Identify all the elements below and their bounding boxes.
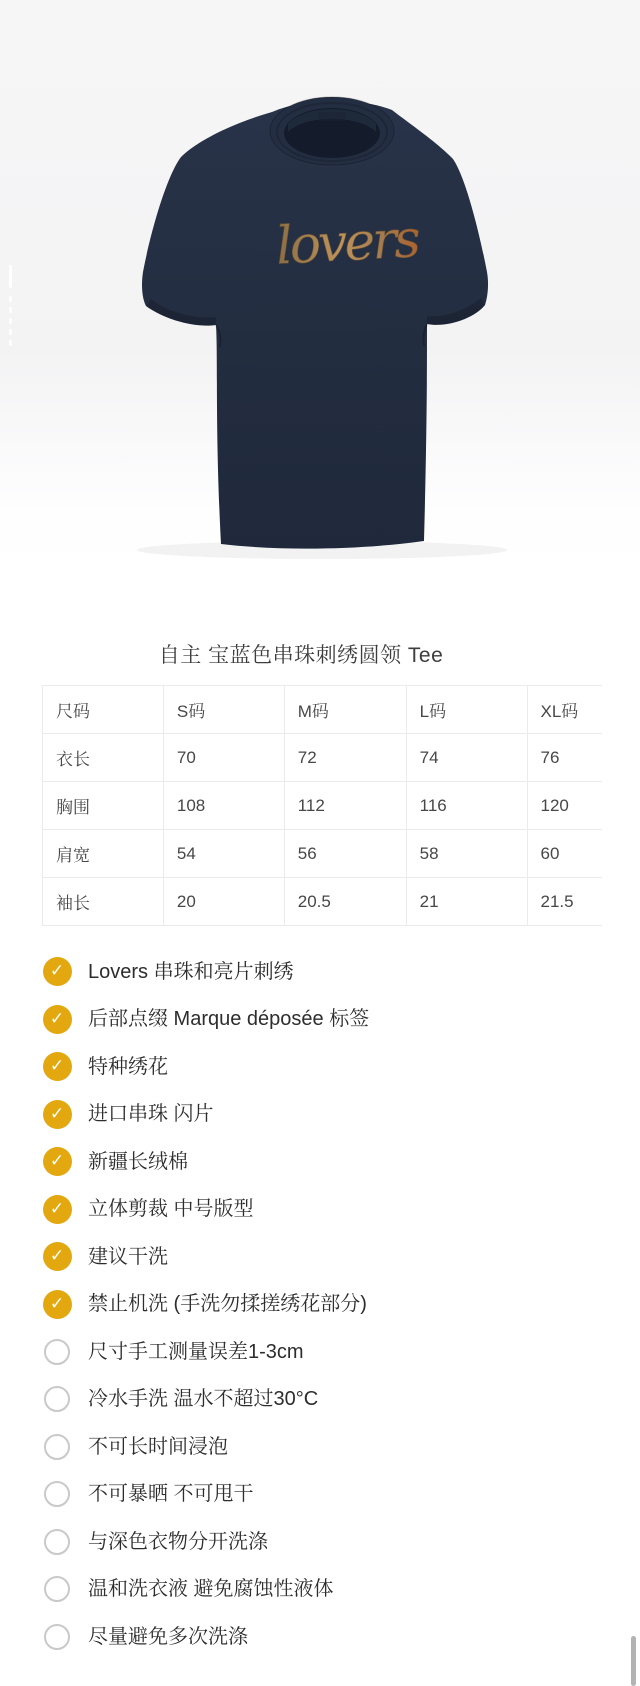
tshirt-image bbox=[0, 0, 640, 565]
list-item bbox=[0, 1566, 640, 1614]
feature-text: 不可长时间浸泡 bbox=[88, 1435, 228, 1458]
check-icon: ✓ bbox=[49, 1293, 65, 1313]
feature-text: 冷水手洗 温水不超过30°C bbox=[88, 1388, 319, 1411]
list-item bbox=[0, 1233, 640, 1281]
empty-circle-icon bbox=[44, 1576, 70, 1602]
list-item bbox=[0, 1613, 640, 1661]
feature-text: 不可暴晒 不可甩干 bbox=[88, 1483, 254, 1506]
check-circle-icon bbox=[43, 1100, 72, 1129]
feature-text: 立体剪裁 中号版型 bbox=[88, 1198, 254, 1221]
row-label: 胸围 bbox=[43, 782, 164, 830]
cell-value: 74 bbox=[406, 734, 527, 782]
cell-value: 116 bbox=[406, 782, 527, 830]
col-header-size: 尺码 bbox=[43, 686, 164, 734]
feature-text: 尽量避免多次洗涤 bbox=[88, 1625, 248, 1648]
cell-value: 60 bbox=[527, 830, 602, 878]
col-header-l: L码 bbox=[406, 686, 527, 734]
cell-value: 108 bbox=[163, 782, 284, 830]
cell-value: 20 bbox=[163, 878, 284, 926]
cell-value: 56 bbox=[284, 830, 406, 878]
feature-text: 禁止机洗 (手洗勿揉搓绣花部分) bbox=[88, 1293, 367, 1316]
empty-circle-icon bbox=[44, 1624, 70, 1650]
check-circle-icon bbox=[43, 1242, 72, 1271]
col-header-m: M码 bbox=[284, 686, 406, 734]
list-item bbox=[0, 1423, 640, 1471]
product-title: 自主 宝蓝色串珠刺绣圆领 Tee bbox=[158, 644, 444, 667]
check-icon: ✓ bbox=[49, 1056, 65, 1076]
table-row bbox=[43, 782, 603, 830]
empty-circle-icon bbox=[44, 1529, 70, 1555]
check-circle-icon bbox=[43, 1147, 72, 1176]
cell-value: 72 bbox=[284, 734, 406, 782]
col-header-s: S码 bbox=[163, 686, 284, 734]
cell-value: 70 bbox=[163, 734, 284, 782]
empty-circle-icon bbox=[44, 1434, 70, 1460]
size-table-header-row bbox=[43, 686, 603, 734]
list-item bbox=[0, 1186, 640, 1234]
table-row bbox=[43, 878, 603, 926]
list-item bbox=[0, 996, 640, 1044]
feature-text: 建议干洗 bbox=[88, 1245, 168, 1268]
cell-value: 20.5 bbox=[284, 878, 406, 926]
list-item bbox=[0, 1471, 640, 1519]
check-circle-icon bbox=[43, 1052, 72, 1081]
check-icon: ✓ bbox=[49, 1198, 65, 1218]
check-circle-icon bbox=[43, 957, 72, 986]
carousel-progress-marks bbox=[9, 265, 12, 355]
cell-value: 58 bbox=[406, 830, 527, 878]
feature-text: 尺寸手工测量误差1-3cm bbox=[88, 1340, 304, 1363]
check-icon: ✓ bbox=[49, 1103, 65, 1123]
table-row bbox=[43, 830, 603, 878]
check-icon: ✓ bbox=[49, 1008, 65, 1028]
row-label: 袖长 bbox=[43, 878, 164, 926]
list-item bbox=[0, 1518, 640, 1566]
list-item bbox=[0, 1138, 640, 1186]
feature-text: 温和洗衣液 避免腐蚀性液体 bbox=[88, 1578, 334, 1601]
size-table bbox=[42, 685, 602, 926]
col-header-xl: XL码 bbox=[527, 686, 602, 734]
cell-value: 112 bbox=[284, 782, 406, 830]
cell-value: 76 bbox=[527, 734, 602, 782]
row-label: 衣长 bbox=[43, 734, 164, 782]
list-item bbox=[0, 1328, 640, 1376]
list-item bbox=[0, 1091, 640, 1139]
check-icon: ✓ bbox=[49, 1246, 65, 1266]
cell-value: 21 bbox=[406, 878, 527, 926]
cell-value: 21.5 bbox=[527, 878, 602, 926]
feature-text: 与深色衣物分开洗涤 bbox=[88, 1530, 268, 1553]
list-item bbox=[0, 1043, 640, 1091]
list-item bbox=[0, 1376, 640, 1424]
check-icon: ✓ bbox=[49, 1151, 65, 1171]
list-item bbox=[0, 948, 640, 996]
scrollbar-thumb[interactable] bbox=[631, 1636, 636, 1686]
empty-circle-icon bbox=[44, 1339, 70, 1365]
feature-text: 后部点缀 Marque déposée 标签 bbox=[88, 1008, 370, 1031]
check-icon: ✓ bbox=[49, 961, 65, 981]
feature-text: 特种绣花 bbox=[88, 1055, 168, 1078]
table-row bbox=[43, 734, 603, 782]
check-circle-icon bbox=[43, 1290, 72, 1319]
check-circle-icon bbox=[43, 1195, 72, 1224]
list-item bbox=[0, 1281, 640, 1329]
empty-circle-icon bbox=[44, 1386, 70, 1412]
feature-list bbox=[0, 948, 640, 1661]
product-photo bbox=[0, 0, 640, 565]
cell-value: 120 bbox=[527, 782, 602, 830]
cell-value: 54 bbox=[163, 830, 284, 878]
embroidery-text: lovers bbox=[274, 209, 420, 277]
empty-circle-icon bbox=[44, 1481, 70, 1507]
row-label: 肩宽 bbox=[43, 830, 164, 878]
check-circle-icon bbox=[43, 1005, 72, 1034]
feature-text: 新疆长绒棉 bbox=[88, 1150, 188, 1173]
feature-text: Lovers 串珠和亮片刺绣 bbox=[88, 960, 294, 983]
feature-text: 进口串珠 闪片 bbox=[88, 1103, 214, 1126]
